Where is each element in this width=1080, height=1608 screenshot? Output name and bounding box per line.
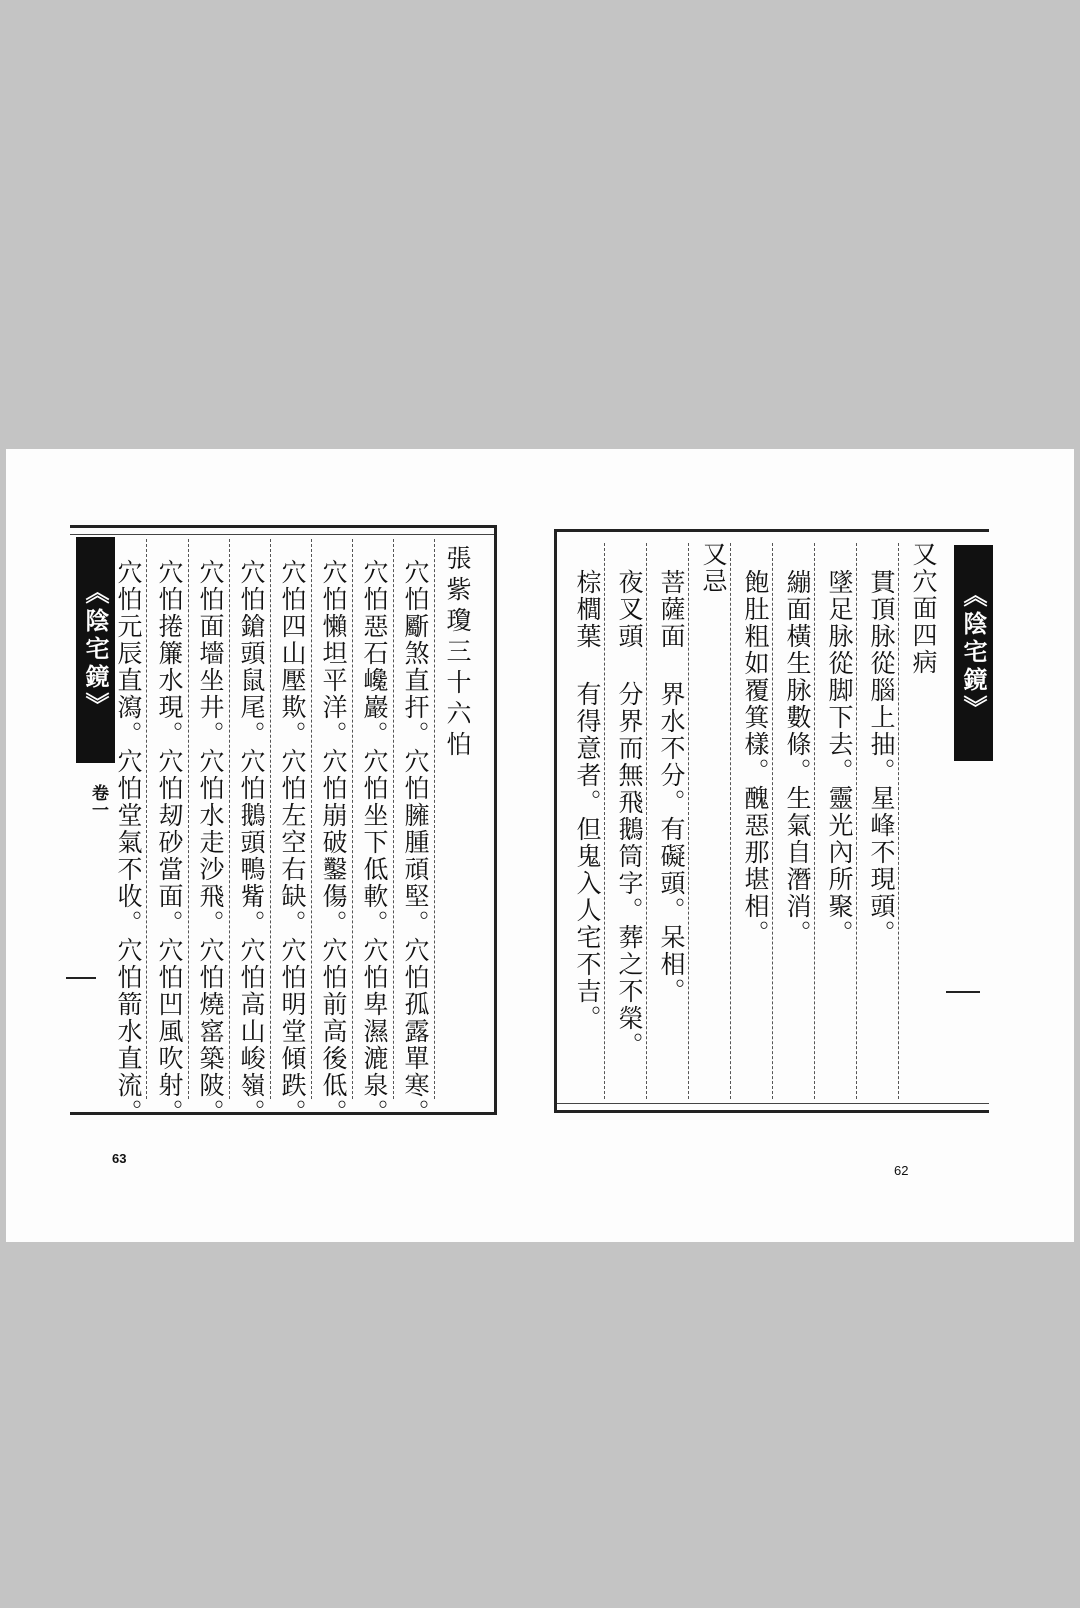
- text-column: 穴怕惡石巉巖。穴怕坐下低軟。穴怕卑濕漉泉。: [360, 559, 389, 1126]
- column-rule: [393, 539, 394, 1099]
- left-page-number: 63: [112, 1151, 127, 1166]
- left-page-header: 《陰宅鏡》: [76, 537, 115, 763]
- left-margin-tick: [66, 977, 96, 979]
- text-column: 穴怕懶坦平洋。穴怕崩破鑿傷。穴怕前高後低。: [319, 559, 348, 1126]
- right-page-header: 《陰宅鏡》: [954, 545, 993, 761]
- volume-label: 卷一: [88, 784, 108, 818]
- text-column: 穴怕鎗頭鼠尾。穴怕鵝頭鴨觜。穴怕高山峻嶺。: [237, 559, 266, 1126]
- text-column: 貫頂脉從腦上抽。星峰不現頭。: [867, 569, 896, 947]
- column-rule: [311, 539, 312, 1099]
- column-rule: [646, 543, 647, 1099]
- column-rule: [188, 539, 189, 1099]
- column-rule: [604, 543, 605, 1099]
- text-column: 穴怕四山壓欺。穴怕左空右缺。穴怕明堂傾跌。: [278, 559, 307, 1126]
- column-rule: [814, 543, 815, 1099]
- column-rule: [772, 543, 773, 1099]
- column-rule: [352, 539, 353, 1099]
- text-column: 菩薩面 界水不分。有礙頭。呆相。: [657, 569, 686, 1005]
- right-page-number: 62: [894, 1163, 909, 1178]
- section-title: 又忌: [699, 541, 728, 595]
- column-rule: [730, 543, 731, 1099]
- section-title: 又穴面四病: [909, 541, 938, 676]
- column-rule: [898, 543, 899, 1099]
- text-column: 墜足脉從脚下去。靈光內所聚。: [825, 569, 854, 947]
- text-column: 夜叉頭 分界而無飛鵝筒字。葬之不榮。: [615, 569, 644, 1059]
- right-margin-tick: [946, 991, 980, 993]
- text-column: 穴怕元辰直瀉。穴怕堂氣不收。穴怕箭水直流。: [114, 559, 143, 1126]
- column-rule: [270, 539, 271, 1099]
- book-spread: [6, 449, 1074, 1242]
- text-column: 飽肚粗如覆箕樣。醜惡那堪相。: [741, 569, 770, 947]
- column-rule: [229, 539, 230, 1099]
- text-column: 穴怕捲簾水現。穴怕刼砂當面。穴怕凹風吹射。: [155, 559, 184, 1126]
- column-rule: [688, 543, 689, 1099]
- column-rule: [434, 539, 435, 1099]
- column-rule: [146, 539, 147, 1099]
- left-page-title: 張紫瓊三十六怕: [443, 545, 472, 762]
- text-column: 繃面橫生脉數條。生氣自潛消。: [783, 569, 812, 947]
- text-column: 棕櫚葉 有得意者。但鬼入人宅不吉。: [573, 569, 602, 1032]
- text-column: 穴怕斸煞直扞。穴怕臃腫頑堅。穴怕孤露單寒。: [401, 559, 430, 1126]
- column-rule: [856, 543, 857, 1099]
- text-column: 穴怕面墻坐井。穴怕水走沙飛。穴怕燒窰築陂。: [196, 559, 225, 1126]
